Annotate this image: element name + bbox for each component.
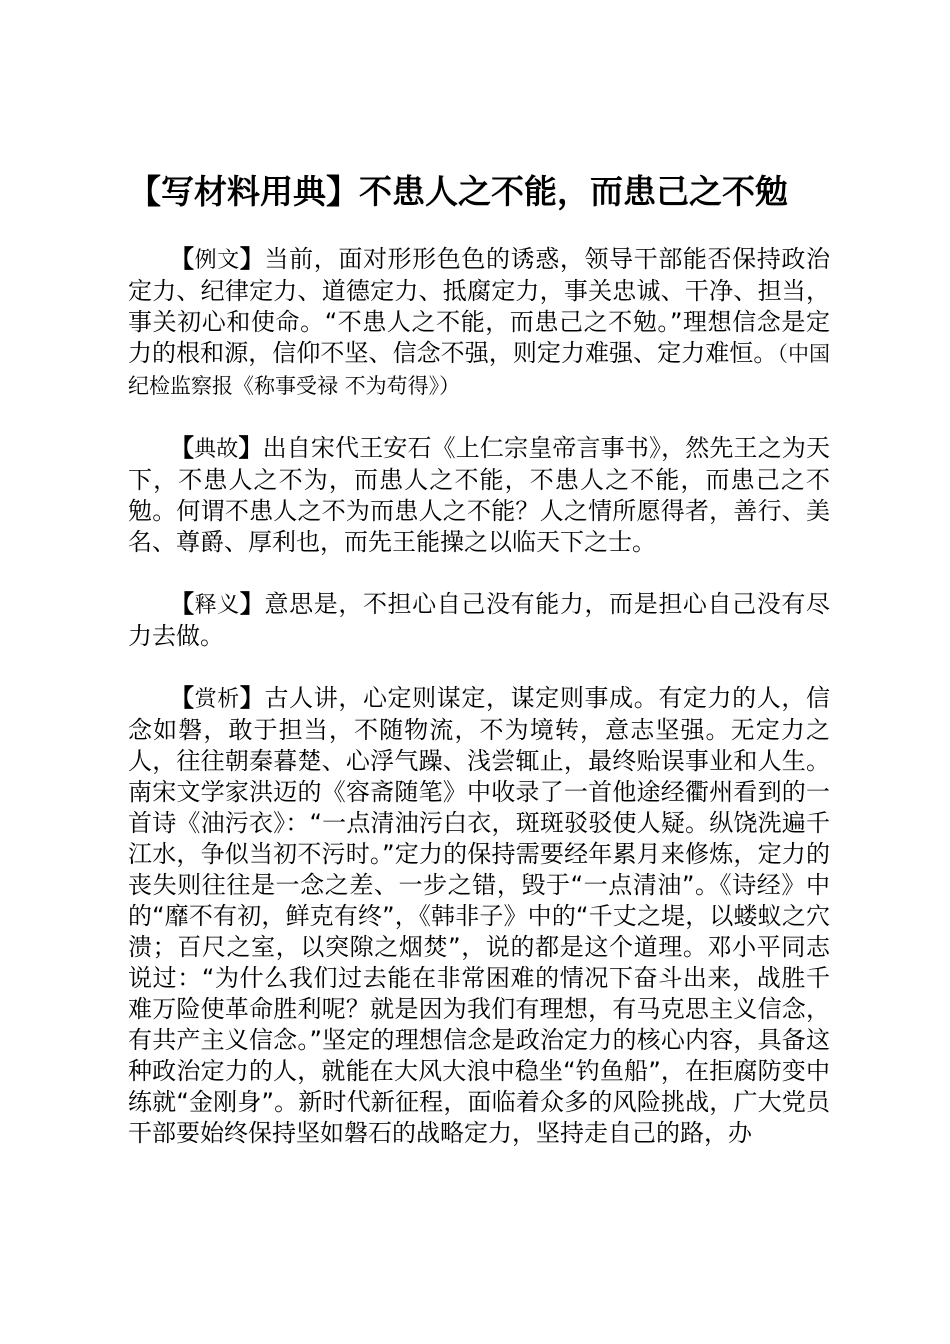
- section-text: 古人讲，心定则谋定，谋定则事成。有定力的人，信念如磐，敢于担当，不随物流，不为境转，意志坚强。无定力之人，往往朝秦暮楚、心浮气躁、浅尝辄止，最终贻误事业和人生。南宋文学家洪迈的《容斋随笔》中收录了一首他途经衢州看到的一首诗《油污衣》：“一点清油污白衣，斑斑驳驳使人疑。纵饶洗遍千江水，争似当初不污时。”定力的保持需要经年累月来修炼，定力的丧失则往往是一念之差、一步之错，毁于“一点清油”。《诗经》中的“靡不有初，鲜克有终”，《韩非子》中的“千丈之堤，以蝼蚁之穴溃；百尺之室，以突隙之烟焚”，说的都是这个道理。邓小平同志说过：“为什么我们过去能在非常困难的情况下奋斗出来，战胜千难万险使革命胜利呢？就是因为我们有理想，有马克思主义信念，有共产主义信念。”坚定的理想信念是政治定力的核心内容，具备这种政治定力的人，就能在大风大浪中稳坐“钓鱼船”，在拒腐防变中练就“金刚身”。新时代新征程，面临着众多的风险挑战，广大党员干部要始终保持坚如磐石的战略定力，坚持走自己的路，办: [128, 684, 831, 1147]
- document-page: [128, 168, 830, 1149]
- bracket-open: 【: [170, 590, 195, 618]
- section-text: 意思是，不担心自己没有能力，而是担心自己没有尽力去做。: [128, 590, 831, 650]
- bracket-close: 】: [239, 590, 265, 618]
- section-text: 出自宋代王安石《上仁宗皇帝言事书》，然先王之为天下，不患人之不为，而患人之不能，不患人之不能，而患己之不勉。何谓不患人之不为而患人之不能？人之情所愿得者，善行、美名、尊爵、厚利也，而先王能操之以临天下之士。: [128, 434, 831, 556]
- section-text: 当前，面对形形色色的诱惑，领导干部能否保持政治定力、纪律定力、道德定力、抵腐定力，事关忠诚、干净、担当，事关初心和使命。“不患人之不能，而患己之不勉。”理想信念是定力的根和源，信仰不坚、信念不强，则定力难强、定力难恒。: [128, 245, 831, 367]
- section-label: 赏析: [194, 687, 240, 712]
- bracket-close: 】: [238, 434, 263, 462]
- source-citation: （中国纪检监察报《称事受禄 不为苟得》）: [128, 342, 831, 398]
- bracket-close: 】: [239, 684, 265, 712]
- allusion-paragraph: [128, 433, 830, 558]
- bracket-open: 【: [170, 434, 195, 462]
- bracket-open: 【: [170, 684, 195, 712]
- example-paragraph: [128, 244, 830, 402]
- section-label: 例文: [194, 248, 240, 273]
- bracket-close: 】: [239, 245, 265, 273]
- section-label: 释义: [194, 593, 240, 618]
- bracket-open: 【: [170, 245, 195, 273]
- section-label: 典故: [194, 437, 239, 462]
- appreciation-paragraph: [128, 683, 830, 1149]
- meaning-paragraph: [128, 589, 830, 652]
- page-title: 【写材料用典】不患人之不能，而患己之不勉: [128, 172, 788, 211]
